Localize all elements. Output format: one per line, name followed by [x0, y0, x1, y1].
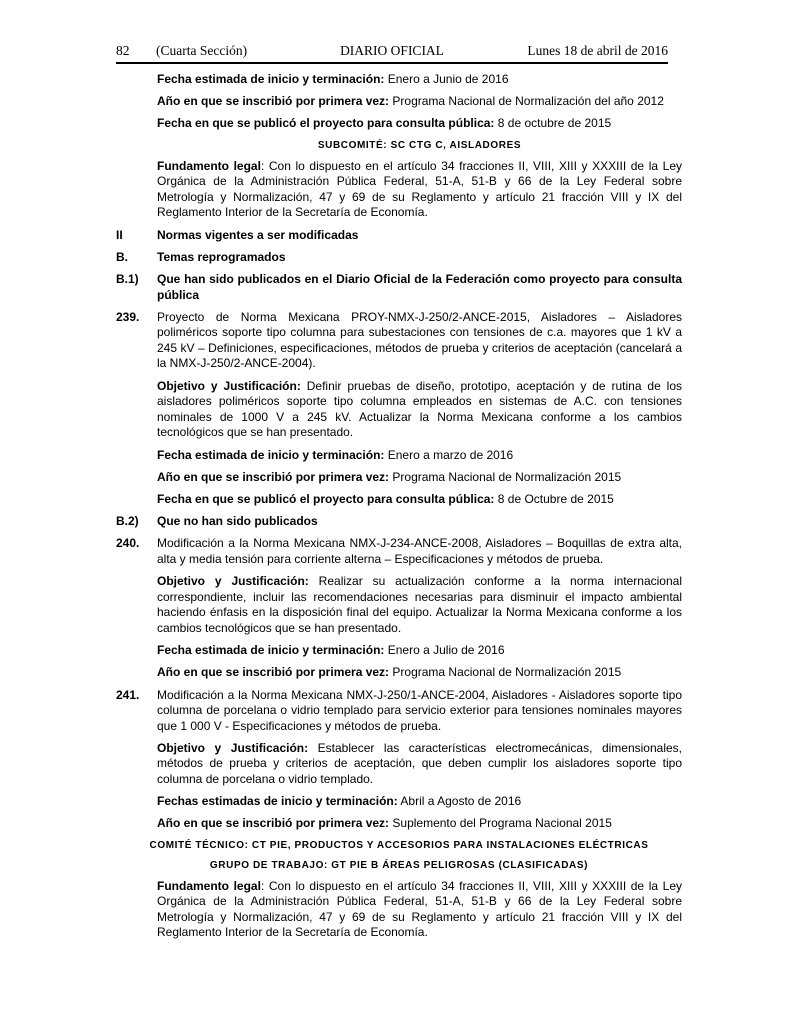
publication-title: DIARIO OFICIAL: [340, 43, 444, 58]
document-body: [116, 72, 682, 948]
fundamento-legal: Fundamento legal: Con lo dispuesto en el artículo 34 fracciones II, VIII, XIII y XXXIII de la Ley Orgánica de la Administración Pública Federal, 51-A, 51-B y 66 de la Ley Federal sobre Metrología y Normalización, 47 y 69 de su Reglamento y artículo 21 fracción VIII y IX del Reglamento Interior de la Secretaría de Economía.: [157, 878, 682, 940]
section-b2: B.2) Que no han sido publicados: [116, 514, 318, 529]
subcomite-heading: SUBCOMITÉ: SC CTG C, AISLADORES: [317, 139, 522, 151]
fecha-publicacion: Fecha en que se publicó el proyecto para consulta pública: 8 de Octubre de 2015: [157, 492, 614, 506]
anio-inscripcion: Año en que se inscribió por primera vez: Suplemento del Programa Nacional 2015: [157, 816, 612, 831]
objetivo-justificacion: Objetivo y Justificación: Realizar su actualización conforme a la norma internacional correspondiente, incluir las recomendaciones necesarias para disminuir el impacto ambiental haciendo énfasis en la disposición final del equipo. Actualizar la Norma Mexicana conforme a los cambios tecnológicos que se han presentado.: [157, 574, 682, 635]
section-ii: II Normas vigentes a ser modificadas: [116, 227, 359, 242]
item-239: 239. Proyecto de Norma Mexicana PROY-NMX-J-250/2-ANCE-2015, Aisladores – Aisladores poliméricos soporte tipo columna para subestaciones con tensiones de c.a. mayores que 1 kV a 245 kV – Definiciones, especificaciones, métodos de prueba y criterios de aceptación (cancelará a la NMX-J-250/2-ANCE-2004).: [116, 309, 682, 371]
page-header: [116, 43, 668, 61]
fundamento-legal: Fundamento legal: Con lo dispuesto en el artículo 34 fracciones II, VIII, XIII y XXXIII de la Ley Orgánica de la Administración Pública Federal, 51-A, 51-B y 66 de la Ley Federal sobre Metrología y Normalización, 47 y 69 de su Reglamento y artículo 21 fracción VIII y IX del Reglamento Interior de la Secretaría de Economía.: [157, 158, 682, 220]
fecha-estimada: Fecha estimada de inicio y terminación: Enero a Junio de 2016: [157, 72, 509, 86]
anio-inscripcion: Año en que se inscribió por primera vez: Programa Nacional de Normalización 2015: [157, 469, 622, 484]
grupo-heading: GRUPO DE TRABAJO: GT PIE B ÁREAS PELIGROSAS (CLASIFICADAS): [209, 859, 589, 871]
fecha-estimada: Fecha estimada de inicio y terminación: Enero a marzo de 2016: [157, 447, 514, 462]
anio-inscripcion: Año en que se inscribió por primera vez: Programa Nacional de Normalización 2015: [157, 665, 622, 680]
publication-date: Lunes 18 de abril de 2016: [527, 43, 668, 58]
comite-heading: COMITÉ TÉCNICO: CT PIE, PRODUCTOS Y ACCESORIOS PARA INSTALACIONES ELÉCTRICAS: [149, 839, 649, 851]
fecha-estimada: Fechas estimadas de inicio y terminación: Abril a Agosto de 2016: [157, 794, 522, 809]
item-241: 241. Modificación a la Norma Mexicana NMX-J-250/1-ANCE-2004, Aisladores - Aisladores soporte tipo columna de porcelana o vidrio templado para servicio exterior para tensiones nominales mayores que 1 000 V - Especificaciones y métodos de prueba.: [116, 687, 682, 733]
header-rule: [116, 62, 668, 64]
section-b1: B.1) Que han sido publicados en el Diario Oficial de la Federación como proyecto para consulta pública: [116, 271, 682, 302]
item-240: 240. Modificación a la Norma Mexicana NMX-J-234-ANCE-2008, Aisladores – Boquillas de extra alta, alta y media tensión para corriente alterna – Especificaciones y métodos de prueba.: [116, 536, 682, 566]
section-label: (Cuarta Sección): [156, 43, 248, 58]
anio-inscripcion: Año en que se inscribió por primera vez: Programa Nacional de Normalización del año 2012: [157, 94, 664, 109]
fecha-publicacion: Fecha en que se publicó el proyecto para consulta pública: 8 de octubre de 2015: [157, 116, 612, 131]
page-number: 82: [116, 43, 130, 58]
objetivo-justificacion: Objetivo y Justificación: Establecer las características electromecánicas, dimensionales, métodos de prueba y criterios de aceptación, que deben cumplir los aisladores soporte tipo columna de porcelana o vidrio templado.: [157, 740, 682, 787]
objetivo-justificacion: Objetivo y Justificación: Definir pruebas de diseño, prototipo, aceptación y de rutina de los aisladores poliméricos soporte tipo columna empleados en sistemas de A.C. con tensiones nominales de 1000 V a 245 kV. Actualizar la Norma Mexicana conforme a los cambios tecnológicos que se han presentado.: [157, 378, 682, 440]
fecha-estimada: Fecha estimada de inicio y terminación: Enero a Julio de 2016: [157, 643, 505, 658]
section-b: B. Temas reprogramados: [116, 249, 286, 264]
